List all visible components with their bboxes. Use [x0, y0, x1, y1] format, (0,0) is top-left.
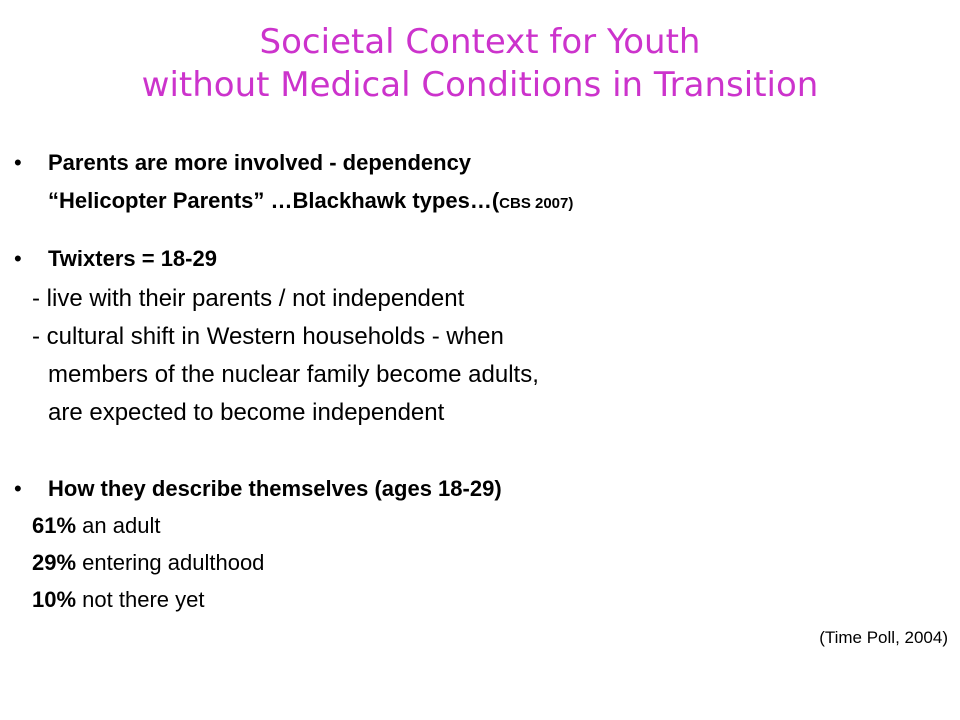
- stat-text: entering adulthood: [76, 550, 265, 575]
- section1-line2: [48, 188, 573, 214]
- section3-heading: How they describe themselves (ages 18-29): [48, 476, 502, 501]
- section2-item: members of the nuclear family become adults,: [48, 361, 539, 388]
- section2-heading: Twixters = 18-29: [48, 246, 217, 271]
- stat-text: an adult: [76, 513, 161, 538]
- citation: (Time Poll, 2004): [819, 628, 948, 647]
- stat-text: not there yet: [76, 587, 205, 612]
- bullet-dot: •: [14, 246, 22, 271]
- section2-item: - live with their parents / not independent: [32, 285, 465, 312]
- stat-line: [32, 513, 160, 539]
- stat-percent: 29%: [32, 550, 77, 575]
- section1-line2-main: “Helicopter Parents” …Blackhawk types…(: [48, 188, 500, 213]
- section2-item: are expected to become independent: [48, 399, 445, 426]
- section2-item: - cultural shift in Western households - when: [32, 323, 504, 350]
- stat-percent: 61%: [32, 513, 77, 538]
- slide-title-line2: without Medical Conditions in Transition: [141, 65, 819, 105]
- stat-line: [32, 587, 204, 613]
- stat-line: [32, 550, 264, 576]
- bullet-dot: •: [14, 150, 22, 175]
- section1-line1: Parents are more involved - dependency: [48, 150, 472, 175]
- section1-line2-source: CBS 2007): [499, 195, 574, 212]
- slide-title-line1: Societal Context for Youth: [259, 22, 701, 62]
- stat-percent: 10%: [32, 587, 77, 612]
- bullet-dot: •: [14, 476, 22, 501]
